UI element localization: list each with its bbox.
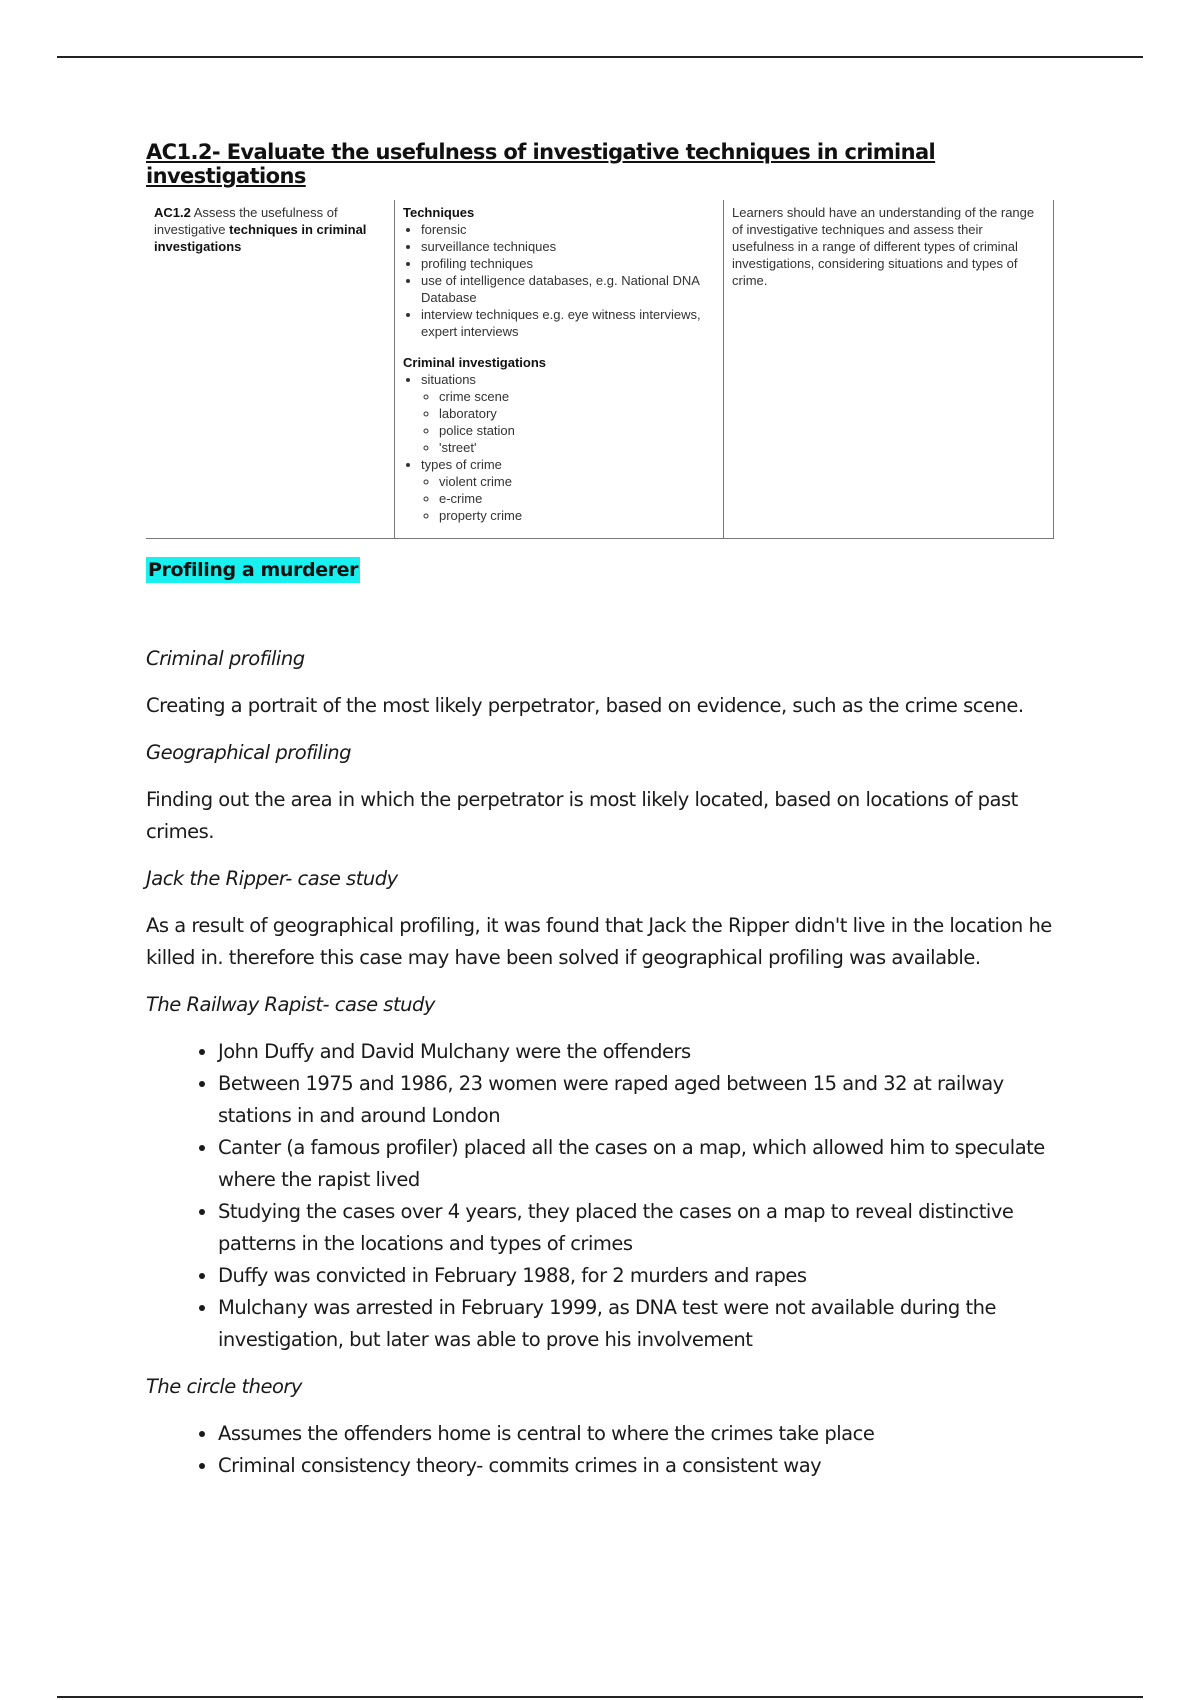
paragraph: Finding out the area in which the perpetrator is most likely located, based on locations of past crimes. [146, 788, 1018, 843]
list-item: ◦ violent crime [439, 473, 715, 490]
list-item: • types of crime ◦ violent crime ◦ e-crime ◦ property crime [421, 456, 715, 524]
investigations-list [403, 371, 715, 524]
list-item: • Between 1975 and 1986, 23 women were raped aged between 15 and 32 at railway stations in and around London [218, 1068, 1066, 1132]
list-item: • Studying the cases over 4 years, they placed the cases on a map to reveal distinctive patterns in the locations and types of crimes [218, 1196, 1066, 1260]
circle-points [146, 1418, 1066, 1482]
paragraph: Creating a portrait of the most likely perpetrator, based on evidence, such as the crime scene. [146, 694, 1024, 717]
list-item: • forensic [421, 221, 715, 238]
spec-table [146, 200, 1054, 539]
list-item: • interview techniques e.g. eye witness interviews, expert interviews [421, 306, 715, 340]
section-title: Profiling a murderer [148, 559, 359, 581]
list-item: • Duffy was convicted in February 1988, for 2 murders and rapes [218, 1260, 1066, 1292]
list-item: • Canter (a famous profiler) placed all the cases on a map, which allowed him to speculate where the rapist lived [218, 1132, 1066, 1196]
footer-rule [57, 1696, 1143, 1698]
subheading: Criminal profiling [146, 647, 305, 670]
criminal-investigations-title: Criminal investigations [403, 355, 547, 370]
list-item: ◦ crime scene [439, 388, 715, 405]
list-item: • profiling techniques [421, 255, 715, 272]
list-item: ◦ police station [439, 422, 715, 439]
subheading: Geographical profiling [146, 741, 352, 764]
list-item: ◦ property crime [439, 507, 715, 524]
page-title: AC1.2- Evaluate the usefulness of investigative techniques in criminal investigations [146, 140, 936, 188]
spec-col-content [394, 200, 724, 538]
paragraph: As a result of geographical profiling, it was found that Jack the Ripper didn't live in the location he killed in. therefore this case may have been solved if geographical profiling was available. [146, 914, 1052, 969]
subheading: The Railway Rapist- case study [146, 993, 435, 1016]
document-body [146, 140, 1066, 1482]
notes [146, 583, 1066, 1482]
list-item: • John Duffy and David Mulchany were the offenders [218, 1036, 1066, 1068]
list-item: ◦ e-crime [439, 490, 715, 507]
subheading: The circle theory [146, 1375, 302, 1398]
subheading: Jack the Ripper- case study [146, 867, 398, 890]
criteria-code: AC1.2 [154, 205, 191, 220]
list-item: ◦ laboratory [439, 405, 715, 422]
techniques-list [403, 221, 715, 340]
list-item: • Mulchany was arrested in February 1999, as DNA test were not available during the investigation, but later was able to prove his involvement [218, 1292, 1066, 1356]
list-item: • use of intelligence databases, e.g. National DNA Database [421, 272, 715, 306]
criteria-text: Assess the usefulness of investigative [154, 205, 338, 237]
list-item: ◦ 'street' [439, 439, 715, 456]
criteria-text-bold: techniques in criminal investigations [154, 222, 367, 254]
spec-col-guidance: Learners should have an understanding of the range of investigative techniques and assess their usefulness in a range of different types of criminal investigations, considering situations and types of crime. [724, 200, 1054, 538]
spec-col-criteria [146, 200, 394, 538]
list-item: • surveillance techniques [421, 238, 715, 255]
list-item: • Criminal consistency theory- commits crimes in a consistent way [218, 1450, 1066, 1482]
list-item: • Assumes the offenders home is central to where the crimes take place [218, 1418, 1066, 1450]
header-rule [57, 56, 1143, 58]
techniques-title: Techniques [403, 205, 475, 220]
list-item: • situations ◦ crime scene ◦ laboratory ◦ police station ◦ 'street' [421, 371, 715, 456]
railway-points [146, 1036, 1066, 1356]
